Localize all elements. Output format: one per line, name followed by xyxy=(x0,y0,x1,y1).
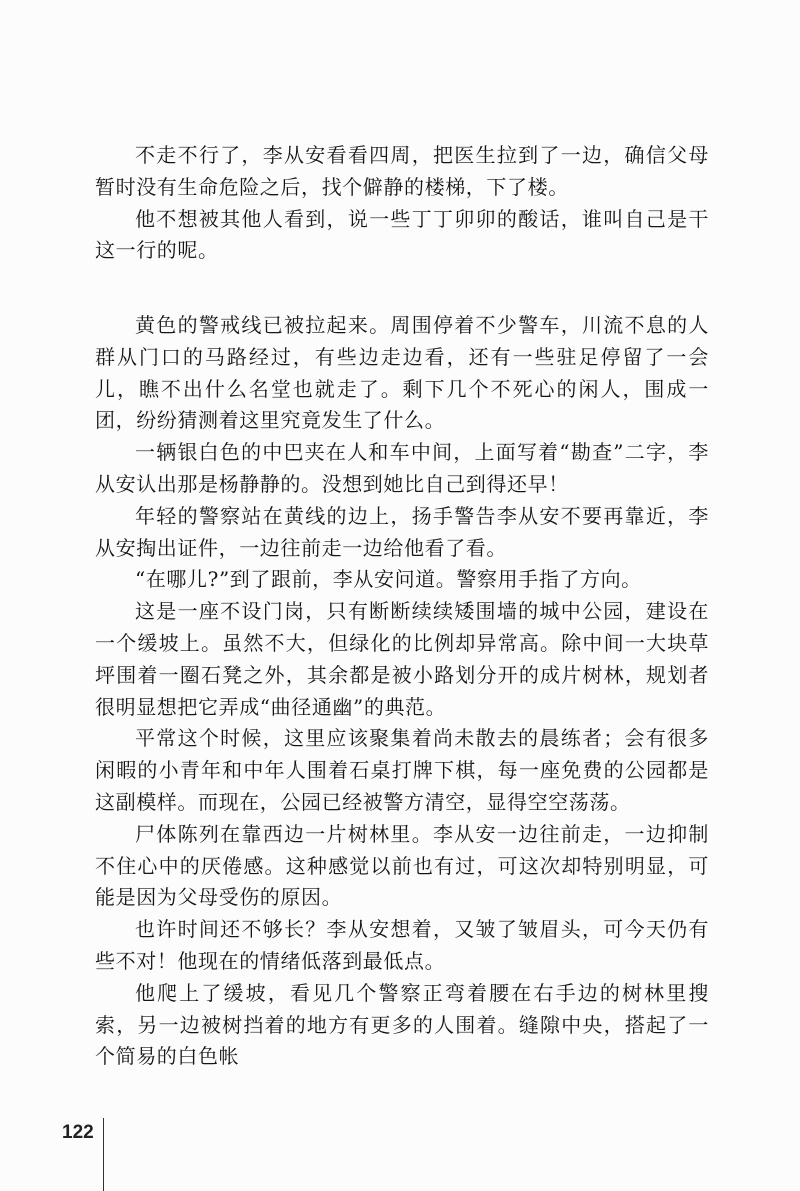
section-2 xyxy=(95,310,709,1073)
paragraph: 也许时间还不够长？李从安想着，又皱了皱眉头，可今天仍有些不对！他现在的情绪低落到最低点。 xyxy=(95,917,709,973)
paragraph: 黄色的警戒线已被拉起来。周围停着不少警车，川流不息的人群从门口的马路经过，有些边走边看，还有一些驻足停留了一会儿，瞧不出什么名堂也就走了。剩下几个不死心的闲人，围成一团，纷纷猜测着这里究竟发生了什么。 xyxy=(95,313,709,433)
paragraph: 平常这个时候，这里应该聚集着尚未散去的晨练者；会有很多闲暇的小青年和中年人围着石桌打牌下棋，每一座免费的公园都是这副模样。而现在，公园已经被警方清空，显得空空荡荡。 xyxy=(95,726,709,814)
paragraph: 年轻的警察站在黄线的边上，扬手警告李从安不要再靠近，李从安掏出证件，一边往前走一边给他看了看。 xyxy=(95,503,709,560)
section-1 xyxy=(95,140,709,267)
paragraph: 他不想被其他人看到，说一些丁丁卯卯的酸话，谁叫自己是干这一行的呢。 xyxy=(95,206,709,263)
paragraph: 他爬上了缓坡，看见几个警察正弯着腰在右手边的树林里搜索，另一边被树挡着的地方有更多的人围着。缝隙中央，搭起了一个简易的白色帐 xyxy=(95,980,709,1069)
paragraph: 尸体陈列在靠西边一片树林里。李从安一边往前走，一边抑制不住心中的厌倦感。这种感觉以前也有过，可这次却特别明显，可能是因为父母受伤的原因。 xyxy=(95,821,709,910)
paragraph: 不走不行了，李从安看看四周，把医生拉到了一边，确信父母暂时没有生命危险之后，找个僻静的楼梯，下了楼。 xyxy=(95,143,709,199)
page-number: 122 xyxy=(62,1122,94,1143)
margin-rule xyxy=(103,1118,104,1191)
paragraph: 一辆银白色的中巴夹在人和车中间，上面写着“勘查”二字，李从安认出那是杨静静的。没想到她比自己到得还早！ xyxy=(95,440,709,496)
paragraph: “在哪儿?”到了跟前，李从安问道。警察用手指了方向。 xyxy=(135,567,642,592)
paragraph: 这是一座不设门岗，只有断断续续矮围墙的城中公园，建设在一个缓坡上。虽然不大，但绿化的比例却异常高。除中间一大块草坪围着一圈石凳之外，其余都是被小路划分开的成片树林，规划者很明显想把它弄成“曲径通幽”的典范。 xyxy=(95,599,709,719)
